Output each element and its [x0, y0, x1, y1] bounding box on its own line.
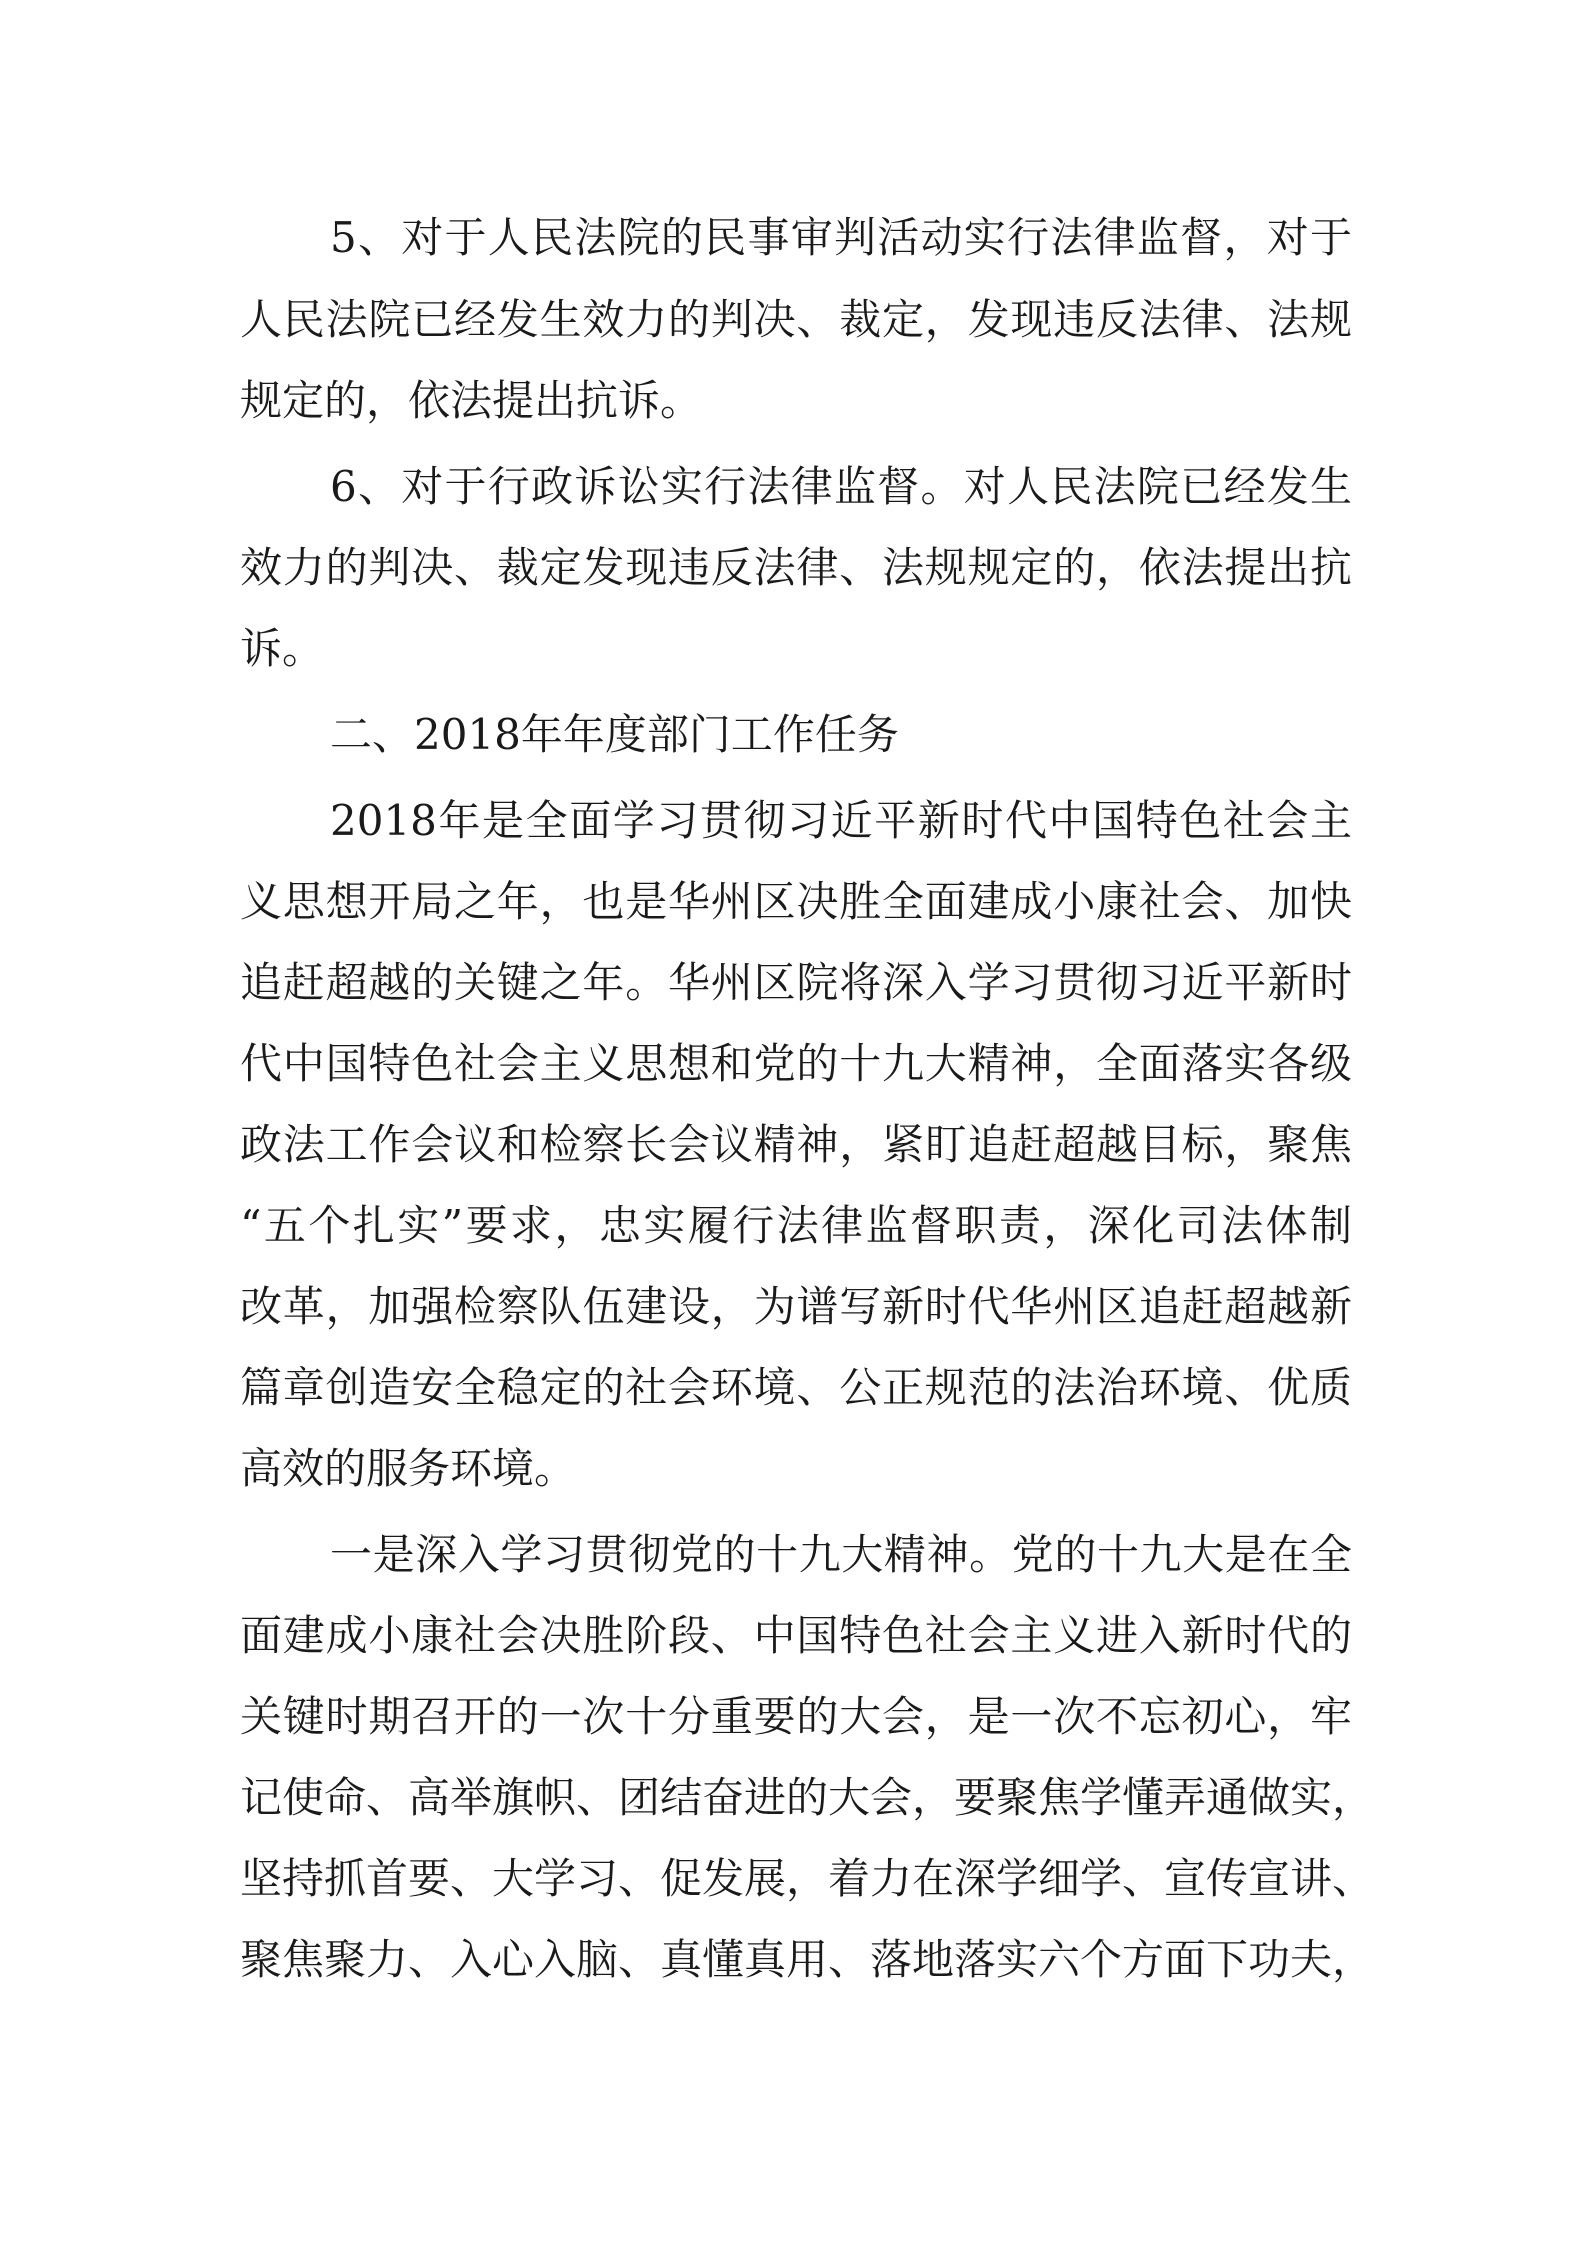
text-line: 追赶超越的关键之年。华州区院将深入学习贯彻习近平新时 [240, 958, 1352, 1007]
text-line: 2018年是全面学习贯彻习近平新时代中国特色社会主 [330, 796, 1352, 845]
text-line: 坚持抓首要、大学习、促发展，着力在深学细学、宣传宣讲、 [240, 1854, 1375, 1903]
text-line: 代中国特色社会主义思想和党的十九大精神，全面落实各级 [240, 1039, 1352, 1088]
text-line: 高效的服务环境。 [240, 1444, 577, 1493]
text-line: 改革，加强检察队伍建设，为谱写新时代华州区追赶超越新 [240, 1282, 1352, 1331]
text-line: 政法工作会议和检察长会议精神，紧盯追赶超越目标，聚焦 [240, 1120, 1352, 1169]
text-line: 聚焦聚力、入心入脑、真懂真用、落地落实六个方面下功夫， [240, 1935, 1375, 1984]
text-line: 效力的判决、裁定发现违反法律、法规规定的，依法提出抗 [240, 543, 1352, 592]
text-line: 义思想开局之年，也是华州区决胜全面建成小康社会、加快 [240, 877, 1352, 926]
text-line: 关键时期召开的一次十分重要的大会，是一次不忘初心，牢 [240, 1692, 1352, 1741]
text-line: 诉。 [240, 624, 325, 673]
section-heading: 二、2018年年度部门工作任务 [330, 710, 899, 759]
text-line: 6、对于行政诉讼实行法律监督。对人民法院已经发生 [330, 462, 1352, 511]
text-line: 记使命、高举旗帜、团结奋进的大会，要聚焦学懂弄通做实， [240, 1773, 1375, 1822]
text-line: 一是深入学习贯彻党的十九大精神。党的十九大是在全 [330, 1530, 1352, 1579]
text-line: 篇章创造安全稳定的社会环境、公正规范的法治环境、优质 [240, 1363, 1352, 1412]
text-line: 人民法院已经发生效力的判决、裁定，发现违反法律、法规 [240, 295, 1352, 344]
text-line: “五个扎实”要求，忠实履行法律监督职责，深化司法体制 [240, 1201, 1352, 1250]
text-line: 面建成小康社会决胜阶段、中国特色社会主义进入新时代的 [240, 1611, 1352, 1660]
text-line: 规定的，依法提出抗诉。 [240, 376, 703, 425]
text-line: 5、对于人民法院的民事审判活动实行法律监督，对于 [330, 213, 1352, 262]
